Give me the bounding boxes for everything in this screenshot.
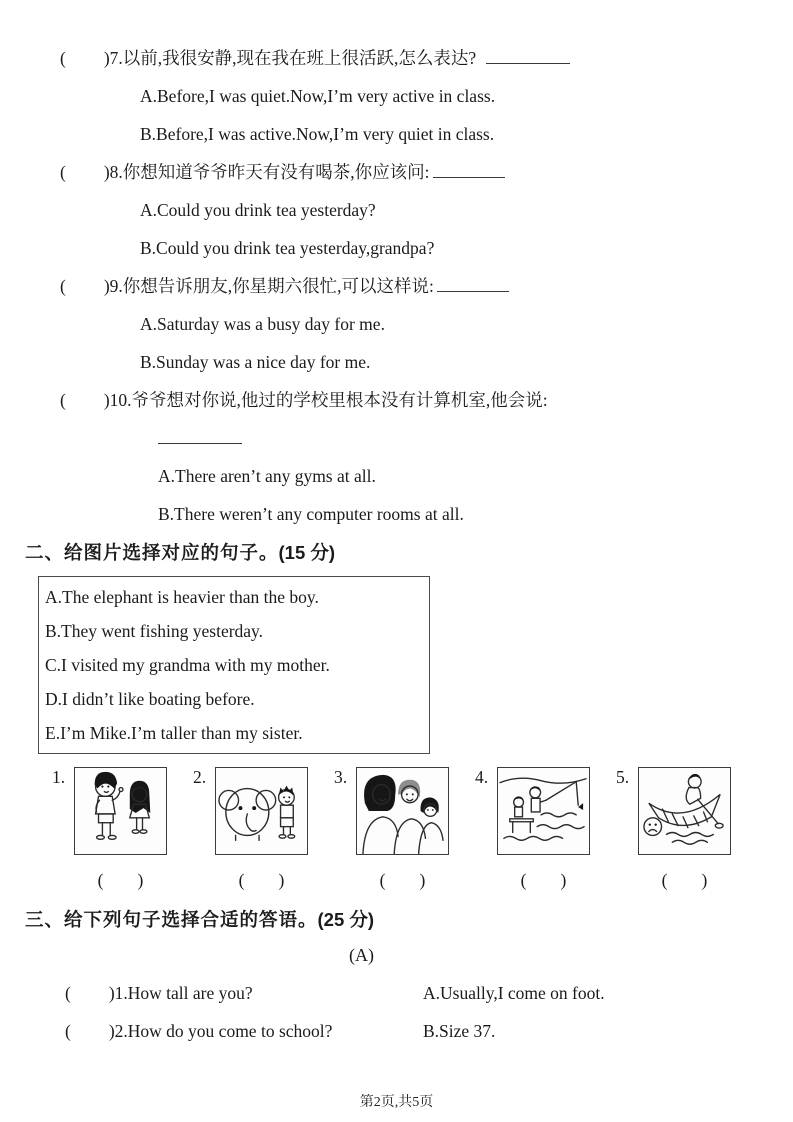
question-text: 你想知道爷爷昨天有没有喝茶,你应该问: [122,162,430,182]
answer-blank [433,162,505,178]
question-number: 10. [109,390,132,410]
answer-blank [437,276,509,292]
option-a: A.Saturday was a busy day for me. [140,314,385,334]
section-two-score: (15 分) [278,542,336,563]
answer-blank [486,48,570,64]
answer-paren-open: ( [60,48,66,68]
picture-row [52,767,793,891]
answer-paren-open: ( [520,870,527,890]
answer-paren-close: ) [137,870,144,890]
qa-answer: A.Usually,I come on foot. [423,983,605,1003]
section-two-title: 二、给图片选择对应的句子。 [25,542,279,563]
sentence-a: A.The elephant is heavier than the boy. [45,587,319,607]
picture-item-3 [334,767,475,891]
sentence-c: C.I visited my grandma with my mother. [45,655,330,675]
answer-paren-close: ) [278,870,285,890]
picture-answer-brackets [497,870,590,891]
question-number: 9. [109,276,123,296]
picture-frame [356,767,449,855]
picture-frame [497,767,590,855]
picture-number: 3. [334,767,348,787]
picture-frame [638,767,731,855]
question-7-head [60,47,793,70]
answer-paren-open: ( [65,1021,71,1041]
picture-frame [74,767,167,855]
qa-question-cell [65,982,423,1005]
section-three-heading [25,908,793,932]
picture-frame [215,767,308,855]
option-b: B.Before,I was active.Now,I’m very quiet in class. [140,124,495,144]
sentence-b: B.They went fishing yesterday. [45,621,264,641]
question-7 [0,47,793,146]
page-footer: 第2页,共5页 [359,1095,434,1110]
qa-question-cell [65,1020,423,1043]
option-a: A.Could you drink tea yesterday? [140,200,376,220]
question-number: 7. [109,48,123,68]
qa-number: 2. [114,1021,128,1041]
sentence-choice-box [38,576,430,754]
picture-item-4 [475,767,616,891]
qa-question: How tall are you? [127,983,253,1003]
answer-paren-open: ( [238,870,245,890]
option-a: A.There aren’t any gyms at all. [158,466,376,486]
picture-answer-brackets [74,870,167,891]
answer-blank [158,428,242,444]
section-two-heading [25,541,793,565]
answer-paren-open: ( [60,390,66,410]
question-8-head [60,161,793,184]
question-9 [0,275,793,374]
sentence-e: E.I’m Mike.I’m taller than my sister. [45,723,303,743]
qa-number: 1. [114,983,128,1003]
question-text: 爷爷想对你说,他过的学校里根本没有计算机室,他会说: [131,390,548,410]
answer-paren-open: ( [661,870,668,890]
answer-paren-open: ( [65,983,71,1003]
question-10-blank-line [158,427,793,450]
option-a: A.Before,I was quiet.Now,I’m very active in class. [140,86,496,106]
picture-answer-brackets [638,870,731,891]
grandma-mother-and-child-illustration [357,768,448,854]
picture-answer-brackets [215,870,308,891]
question-number: 8. [109,162,123,182]
answer-paren-close: ) [103,48,110,68]
answer-paren-open: ( [60,276,66,296]
option-b: B.Could you drink tea yesterday,grandpa? [140,238,435,258]
sentence-d: D.I didn’t like boating before. [45,689,255,709]
part-a-label: (A) [349,945,374,965]
option-b: B.There weren’t any computer rooms at all. [158,504,464,524]
picture-item-1 [52,767,193,891]
answer-paren-close: ) [108,1021,115,1041]
answer-paren-close: ) [103,390,110,410]
section-three-title: 三、给下列句子选择合适的答语。 [25,909,318,930]
picture-item-5 [616,767,757,891]
question-10 [0,389,793,526]
answer-paren-open: ( [97,870,104,890]
answer-paren-close: ) [108,983,115,1003]
question-9-head [60,275,793,298]
answer-paren-close: ) [103,162,110,182]
question-text: 你想告诉朋友,你星期六很忙,可以这样说: [122,276,434,296]
question-8 [0,161,793,260]
picture-number: 2. [193,767,207,787]
option-b: B.Sunday was a nice day for me. [140,352,371,372]
answer-paren-close: ) [419,870,426,890]
qa-row-1 [65,982,793,1005]
section-three-score: (25 分) [317,909,375,930]
answer-paren-open: ( [379,870,386,890]
person-rowing-boat-sad-face-illustration [639,768,730,854]
answer-paren-close: ) [701,870,708,890]
picture-item-2 [193,767,334,891]
elephant-and-boy-illustration [216,768,307,854]
qa-question: How do you come to school? [127,1021,333,1041]
picture-answer-brackets [356,870,449,891]
answer-paren-open: ( [60,162,66,182]
picture-number: 5. [616,767,630,787]
qa-answer: B.Size 37. [423,1021,496,1041]
question-text: 以前,我很安静,现在我在班上很活跃,怎么表达? [122,48,477,68]
question-10-head [60,389,793,412]
answer-paren-close: ) [560,870,567,890]
tall-boy-and-little-sister-illustration [75,768,166,854]
children-fishing-illustration [498,768,589,854]
qa-row-2 [65,1020,793,1043]
picture-number: 1. [52,767,66,787]
answer-paren-close: ) [103,276,110,296]
picture-number: 4. [475,767,489,787]
